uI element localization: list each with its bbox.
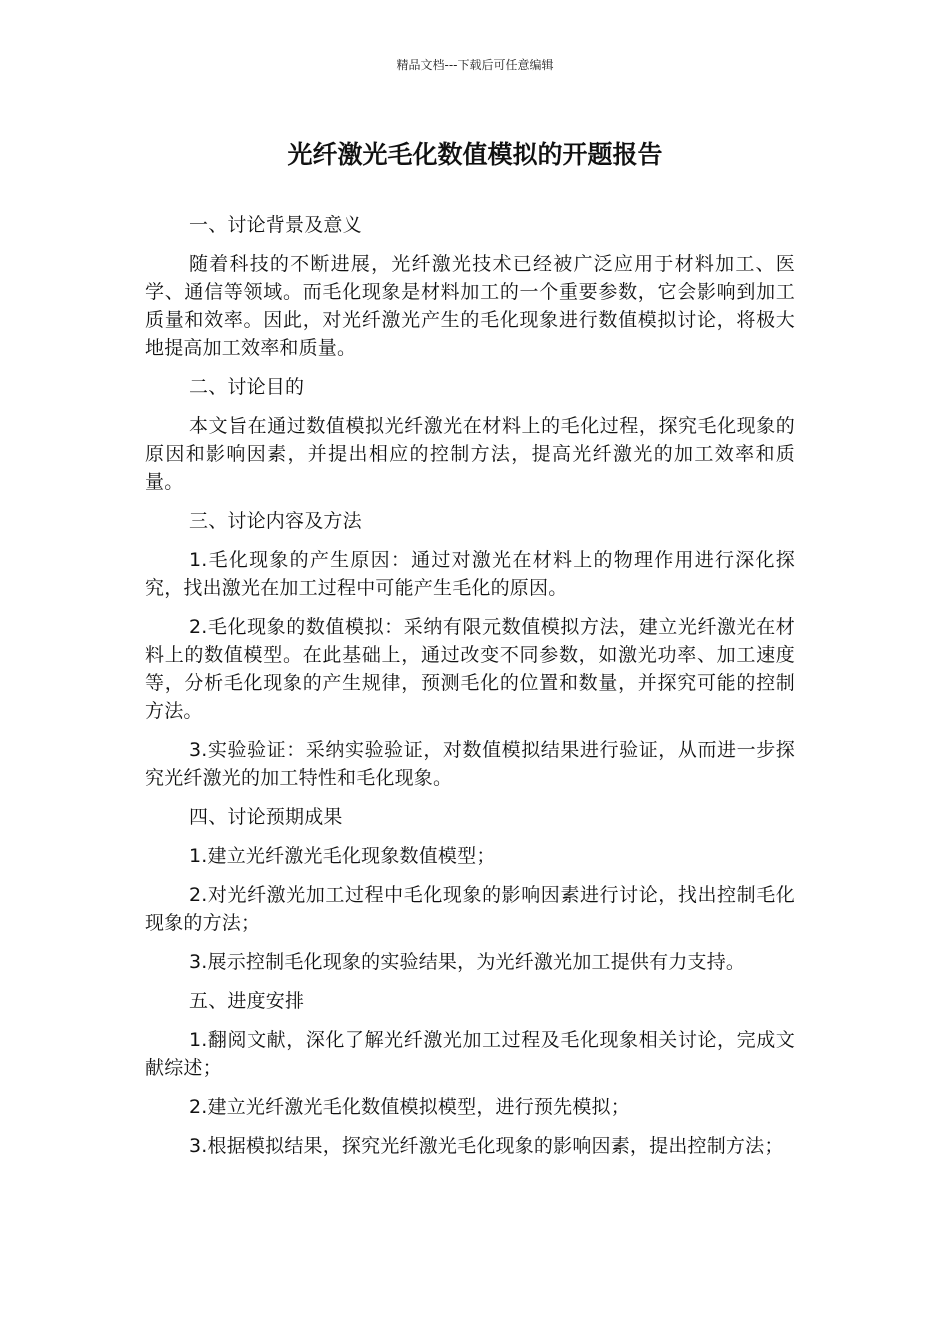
paragraph-background: 随着科技的不断进展，光纤激光技术已经被广泛应用于材料加工、医学、通信等领域。而毛化现象是材料加工的一个重要参数，它会影响到加工质量和效率。因此，对光纤激光产生的毛化现象进行数值模拟讨论，将极大地提高加工效率和质量。 — [145, 253, 795, 359]
paragraph-result-item-1: 1.建立光纤激光毛化现象数值模型； — [189, 845, 496, 867]
paragraph-content-item-1: 1.毛化现象的产生原因：通过对激光在材料上的物理作用进行深化探究，找出激光在加工过程中可能产生毛化的原因。 — [145, 549, 795, 599]
paragraph-schedule-item-1: 1.翻阅文献，深化了解光纤激光加工过程及毛化现象相关讨论，完成文献综述； — [145, 1029, 795, 1079]
running-header: 精品文档---下载后可任意编辑 — [396, 58, 554, 72]
paragraph-purpose: 本文旨在通过数值模拟光纤激光在材料上的毛化过程，探究毛化现象的原因和影响因素，并提出相应的控制方法，提高光纤激光的加工效率和质量。 — [145, 415, 795, 493]
section-heading-expected-results: 四、讨论预期成果 — [189, 806, 343, 828]
section-heading-schedule: 五、进度安排 — [189, 990, 305, 1012]
paragraph-content-item-2: 2.毛化现象的数值模拟：采纳有限元数值模拟方法，建立光纤激光在材料上的数值模型。在此基础上，通过改变不同参数，如激光功率、加工速度等，分析毛化现象的产生规律，预测毛化的位置和数量，并探究可能的控制方法。 — [145, 616, 795, 722]
paragraph-result-item-2: 2.对光纤激光加工过程中毛化现象的影响因素进行讨论，找出控制毛化现象的方法； — [145, 884, 795, 934]
section-heading-content-methods: 三、讨论内容及方法 — [189, 510, 362, 532]
section-heading-purpose: 二、讨论目的 — [189, 376, 305, 398]
paragraph-schedule-item-3: 3.根据模拟结果，探究光纤激光毛化现象的影响因素，提出控制方法； — [189, 1135, 784, 1157]
section-heading-background: 一、讨论背景及意义 — [189, 214, 362, 236]
paragraph-result-item-3: 3.展示控制毛化现象的实验结果，为光纤激光加工提供有力支持。 — [189, 951, 746, 973]
paragraph-schedule-item-2: 2.建立光纤激光毛化数值模拟模型，进行预先模拟； — [189, 1096, 630, 1118]
paragraph-content-item-3: 3.实验验证：采纳实验验证，对数值模拟结果进行验证，从而进一步探究光纤激光的加工特性和毛化现象。 — [145, 739, 795, 789]
document-title: 光纤激光毛化数值模拟的开题报告 — [287, 140, 663, 169]
document-body — [145, 211, 795, 1171]
